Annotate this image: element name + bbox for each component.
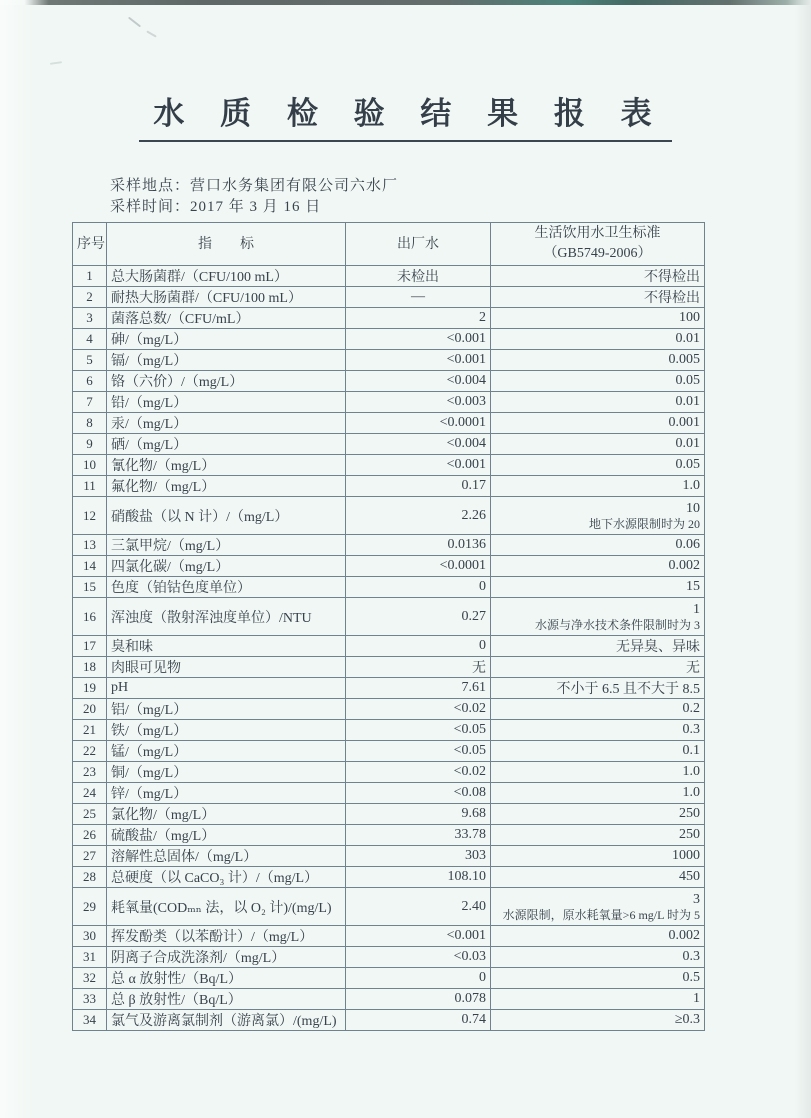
value-cell: <0.05 (346, 720, 491, 741)
row-index-cell: 6 (73, 371, 107, 392)
indicator-cell: 肉眼可见物 (107, 657, 346, 678)
standard-cell: 不得检出 (491, 266, 705, 287)
indicator-cell: 总 β 放射性/（Bq/L） (107, 989, 346, 1010)
sample-location-label: 采样地点： (110, 178, 191, 194)
indicator-cell: 溶解性总固体/（mg/L） (107, 846, 346, 867)
row-index-cell: 11 (73, 476, 107, 497)
standard-cell: 无异臭、异味 (491, 636, 705, 657)
standard-limit-note: 水源限制，原水耗氧量>6 mg/L 时为 5 (502, 907, 700, 922)
standard-cell: 250 (491, 825, 705, 846)
value-cell: 0.74 (346, 1010, 491, 1031)
standard-cell (491, 598, 705, 636)
standard-cell: 0.3 (491, 720, 705, 741)
row-index-cell: 30 (73, 926, 107, 947)
table-row (73, 476, 705, 497)
row-index-cell: 33 (73, 989, 107, 1010)
row-index-cell: 17 (73, 636, 107, 657)
table-row (73, 329, 705, 350)
value-cell: <0.003 (346, 392, 491, 413)
table-row (73, 392, 705, 413)
sample-info (110, 176, 398, 218)
indicator-cell: 硒/（mg/L） (107, 434, 346, 455)
indicator-cell: 硫酸盐/（mg/L） (107, 825, 346, 846)
scanner-edge-top (0, 0, 811, 5)
row-index-cell: 34 (73, 1010, 107, 1031)
header-standard-line2: （GB5749-2006） (543, 246, 652, 261)
table-row (73, 699, 705, 720)
table-row (73, 762, 705, 783)
value-cell: <0.001 (346, 350, 491, 371)
table-row (73, 371, 705, 392)
standard-cell: 1 (491, 989, 705, 1010)
row-index-cell: 27 (73, 846, 107, 867)
value-cell: 0 (346, 636, 491, 657)
row-index-cell: 9 (73, 434, 107, 455)
table-row (73, 350, 705, 371)
table-row (73, 989, 705, 1010)
standard-limit: 3 (693, 891, 700, 907)
header-standard-line1: 生活饮用水卫生标准 (534, 226, 661, 241)
value-cell: 0 (346, 577, 491, 598)
indicator-cell: 色度（铂钴色度单位） (107, 577, 346, 598)
row-index-cell: 3 (73, 308, 107, 329)
header-indicator: 指 标 (107, 223, 346, 266)
row-index-cell: 29 (73, 888, 107, 926)
row-index-cell: 20 (73, 699, 107, 720)
results-body (73, 266, 705, 1031)
row-index-cell: 24 (73, 783, 107, 804)
sample-time-line (110, 197, 398, 218)
indicator-cell: 汞/（mg/L） (107, 413, 346, 434)
value-cell: <0.0001 (346, 556, 491, 577)
row-index-cell: 12 (73, 497, 107, 535)
indicator-cell: 臭和味 (107, 636, 346, 657)
value-cell: 0.078 (346, 989, 491, 1010)
indicator-cell: 总大肠菌群/（CFU/100 mL） (107, 266, 346, 287)
pencil-mark (146, 30, 157, 37)
value-cell: <0.001 (346, 329, 491, 350)
value-cell: <0.0001 (346, 413, 491, 434)
row-index-cell: 7 (73, 392, 107, 413)
standard-cell: 0.002 (491, 556, 705, 577)
indicator-cell: 氯气及游离氯制剂（游离氯）/(mg/L) (107, 1010, 346, 1031)
table-row (73, 741, 705, 762)
standard-cell: 1.0 (491, 783, 705, 804)
value-cell: 33.78 (346, 825, 491, 846)
value-cell: 0.0136 (346, 535, 491, 556)
table-row (73, 968, 705, 989)
indicator-cell: 锌/（mg/L） (107, 783, 346, 804)
standard-cell: 250 (491, 804, 705, 825)
table-row (73, 287, 705, 308)
indicator-cell: 总硬度（以 CaCO₃ 计）/（mg/L） (107, 867, 346, 888)
standard-cell: 0.06 (491, 535, 705, 556)
value-cell: <0.001 (346, 455, 491, 476)
indicator-cell: pH (107, 678, 346, 699)
value-cell: 0 (346, 968, 491, 989)
row-index-cell: 26 (73, 825, 107, 846)
value-cell: <0.05 (346, 741, 491, 762)
row-index-cell: 8 (73, 413, 107, 434)
row-index-cell: 2 (73, 287, 107, 308)
standard-cell: 不得检出 (491, 287, 705, 308)
standard-cell: 0.05 (491, 371, 705, 392)
table-row (73, 846, 705, 867)
standard-cell: 0.01 (491, 329, 705, 350)
indicator-cell: 三氯甲烷/（mg/L） (107, 535, 346, 556)
standard-cell: 0.1 (491, 741, 705, 762)
standard-cell: 0.01 (491, 434, 705, 455)
indicator-cell: 镉/（mg/L） (107, 350, 346, 371)
indicator-cell: 铜/（mg/L） (107, 762, 346, 783)
value-cell: <0.03 (346, 947, 491, 968)
row-index-cell: 18 (73, 657, 107, 678)
value-cell: 108.10 (346, 867, 491, 888)
indicator-cell: 砷/（mg/L） (107, 329, 346, 350)
table-row (73, 636, 705, 657)
indicator-cell: 铬（六价）/（mg/L） (107, 371, 346, 392)
row-index-cell: 25 (73, 804, 107, 825)
value-cell: 2.26 (346, 497, 491, 535)
sample-time-label: 采样时间： (110, 199, 191, 215)
value-cell: <0.08 (346, 783, 491, 804)
indicator-cell: 铝/（mg/L） (107, 699, 346, 720)
row-index-cell: 10 (73, 455, 107, 476)
pencil-mark (50, 61, 62, 65)
header-index: 序号 (73, 223, 107, 266)
table-row (73, 1010, 705, 1031)
standard-cell: 0.05 (491, 455, 705, 476)
standard-cell: ≥0.3 (491, 1010, 705, 1031)
standard-cell (491, 497, 705, 535)
standard-cell: 不小于 6.5 且不大于 8.5 (491, 678, 705, 699)
table-row (73, 497, 705, 535)
table-row (73, 455, 705, 476)
indicator-cell: 耐热大肠菌群/（CFU/100 mL） (107, 287, 346, 308)
value-cell: 2 (346, 308, 491, 329)
standard-cell: 1.0 (491, 762, 705, 783)
value-cell: 0.27 (346, 598, 491, 636)
table-row (73, 825, 705, 846)
sample-location-line (110, 176, 398, 197)
standard-cell: 0.3 (491, 947, 705, 968)
value-cell: — (346, 287, 491, 308)
indicator-cell: 阴离子合成洗涤剂/（mg/L） (107, 947, 346, 968)
header-value: 出厂水 (346, 223, 491, 266)
row-index-cell: 19 (73, 678, 107, 699)
row-index-cell: 23 (73, 762, 107, 783)
standard-cell: 0.01 (491, 392, 705, 413)
standard-cell: 0.5 (491, 968, 705, 989)
row-index-cell: 31 (73, 947, 107, 968)
row-index-cell: 22 (73, 741, 107, 762)
row-index-cell: 4 (73, 329, 107, 350)
value-cell: 2.40 (346, 888, 491, 926)
table-row (73, 867, 705, 888)
header-standard (491, 223, 705, 266)
indicator-cell: 氟化物/（mg/L） (107, 476, 346, 497)
value-cell: 未检出 (346, 266, 491, 287)
table-row (73, 888, 705, 926)
scanner-edge-right (795, 0, 811, 1118)
standard-limit: 1 (693, 601, 700, 617)
table-row (73, 556, 705, 577)
table-row (73, 266, 705, 287)
table-row (73, 434, 705, 455)
table-row (73, 535, 705, 556)
table-row (73, 577, 705, 598)
report-title-wrap (0, 88, 811, 142)
water-quality-table (72, 222, 705, 1031)
standard-limit-note: 地下水源限制时为 20 (588, 516, 700, 531)
table-row (73, 598, 705, 636)
indicator-cell: 菌落总数/（CFU/mL） (107, 308, 346, 329)
table-row (73, 657, 705, 678)
table-row (73, 678, 705, 699)
standard-cell: 无 (491, 657, 705, 678)
indicator-cell: 氯化物/（mg/L） (107, 804, 346, 825)
table-row (73, 783, 705, 804)
indicator-cell: 四氯化碳/（mg/L） (107, 556, 346, 577)
standard-cell: 1000 (491, 846, 705, 867)
standard-cell: 100 (491, 308, 705, 329)
row-index-cell: 15 (73, 577, 107, 598)
indicator-cell: 氰化物/（mg/L） (107, 455, 346, 476)
value-cell: 无 (346, 657, 491, 678)
row-index-cell: 28 (73, 867, 107, 888)
table-header (73, 223, 705, 266)
scanner-edge-left (0, 0, 34, 1118)
standard-cell (491, 888, 705, 926)
value-cell: 7.61 (346, 678, 491, 699)
value-cell: 0.17 (346, 476, 491, 497)
row-index-cell: 32 (73, 968, 107, 989)
table-row (73, 926, 705, 947)
standard-limit: 10 (686, 500, 700, 516)
table-row (73, 804, 705, 825)
indicator-cell: 总 α 放射性/（Bq/L） (107, 968, 346, 989)
standard-cell: 15 (491, 577, 705, 598)
row-index-cell: 14 (73, 556, 107, 577)
standard-cell: 1.0 (491, 476, 705, 497)
indicator-cell: 锰/（mg/L） (107, 741, 346, 762)
row-index-cell: 1 (73, 266, 107, 287)
page-title: 水 质 检 验 结 果 报 表 (139, 88, 671, 142)
indicator-cell: 浑浊度（散射浑浊度单位）/NTU (107, 598, 346, 636)
indicator-cell: 铁/（mg/L） (107, 720, 346, 741)
value-cell: 9.68 (346, 804, 491, 825)
sample-location-value: 营口水务集团有限公司六水厂 (190, 178, 399, 194)
value-cell: <0.004 (346, 371, 491, 392)
standard-limit-note: 水源与净水技术条件限制时为 3 (534, 617, 700, 632)
value-cell: <0.02 (346, 699, 491, 720)
row-index-cell: 16 (73, 598, 107, 636)
standard-cell: 0.001 (491, 413, 705, 434)
standard-cell: 0.005 (491, 350, 705, 371)
row-index-cell: 21 (73, 720, 107, 741)
indicator-cell: 铅/（mg/L） (107, 392, 346, 413)
table-row (73, 947, 705, 968)
row-index-cell: 5 (73, 350, 107, 371)
pencil-mark (128, 17, 141, 28)
table-row (73, 413, 705, 434)
value-cell: 303 (346, 846, 491, 867)
table-row (73, 720, 705, 741)
row-index-cell: 13 (73, 535, 107, 556)
indicator-cell: 挥发酚类（以苯酚计）/（mg/L） (107, 926, 346, 947)
indicator-cell: 耗氧量(CODₘₙ 法，以 O₂ 计)/(mg/L) (107, 888, 346, 926)
standard-cell: 0.002 (491, 926, 705, 947)
header-row (73, 223, 705, 266)
value-cell: <0.02 (346, 762, 491, 783)
value-cell: <0.004 (346, 434, 491, 455)
value-cell: <0.001 (346, 926, 491, 947)
table-row (73, 308, 705, 329)
standard-cell: 0.2 (491, 699, 705, 720)
sample-time-value: 2017 年 3 月 16 日 (190, 199, 322, 215)
standard-cell: 450 (491, 867, 705, 888)
indicator-cell: 硝酸盐（以 N 计）/（mg/L） (107, 497, 346, 535)
